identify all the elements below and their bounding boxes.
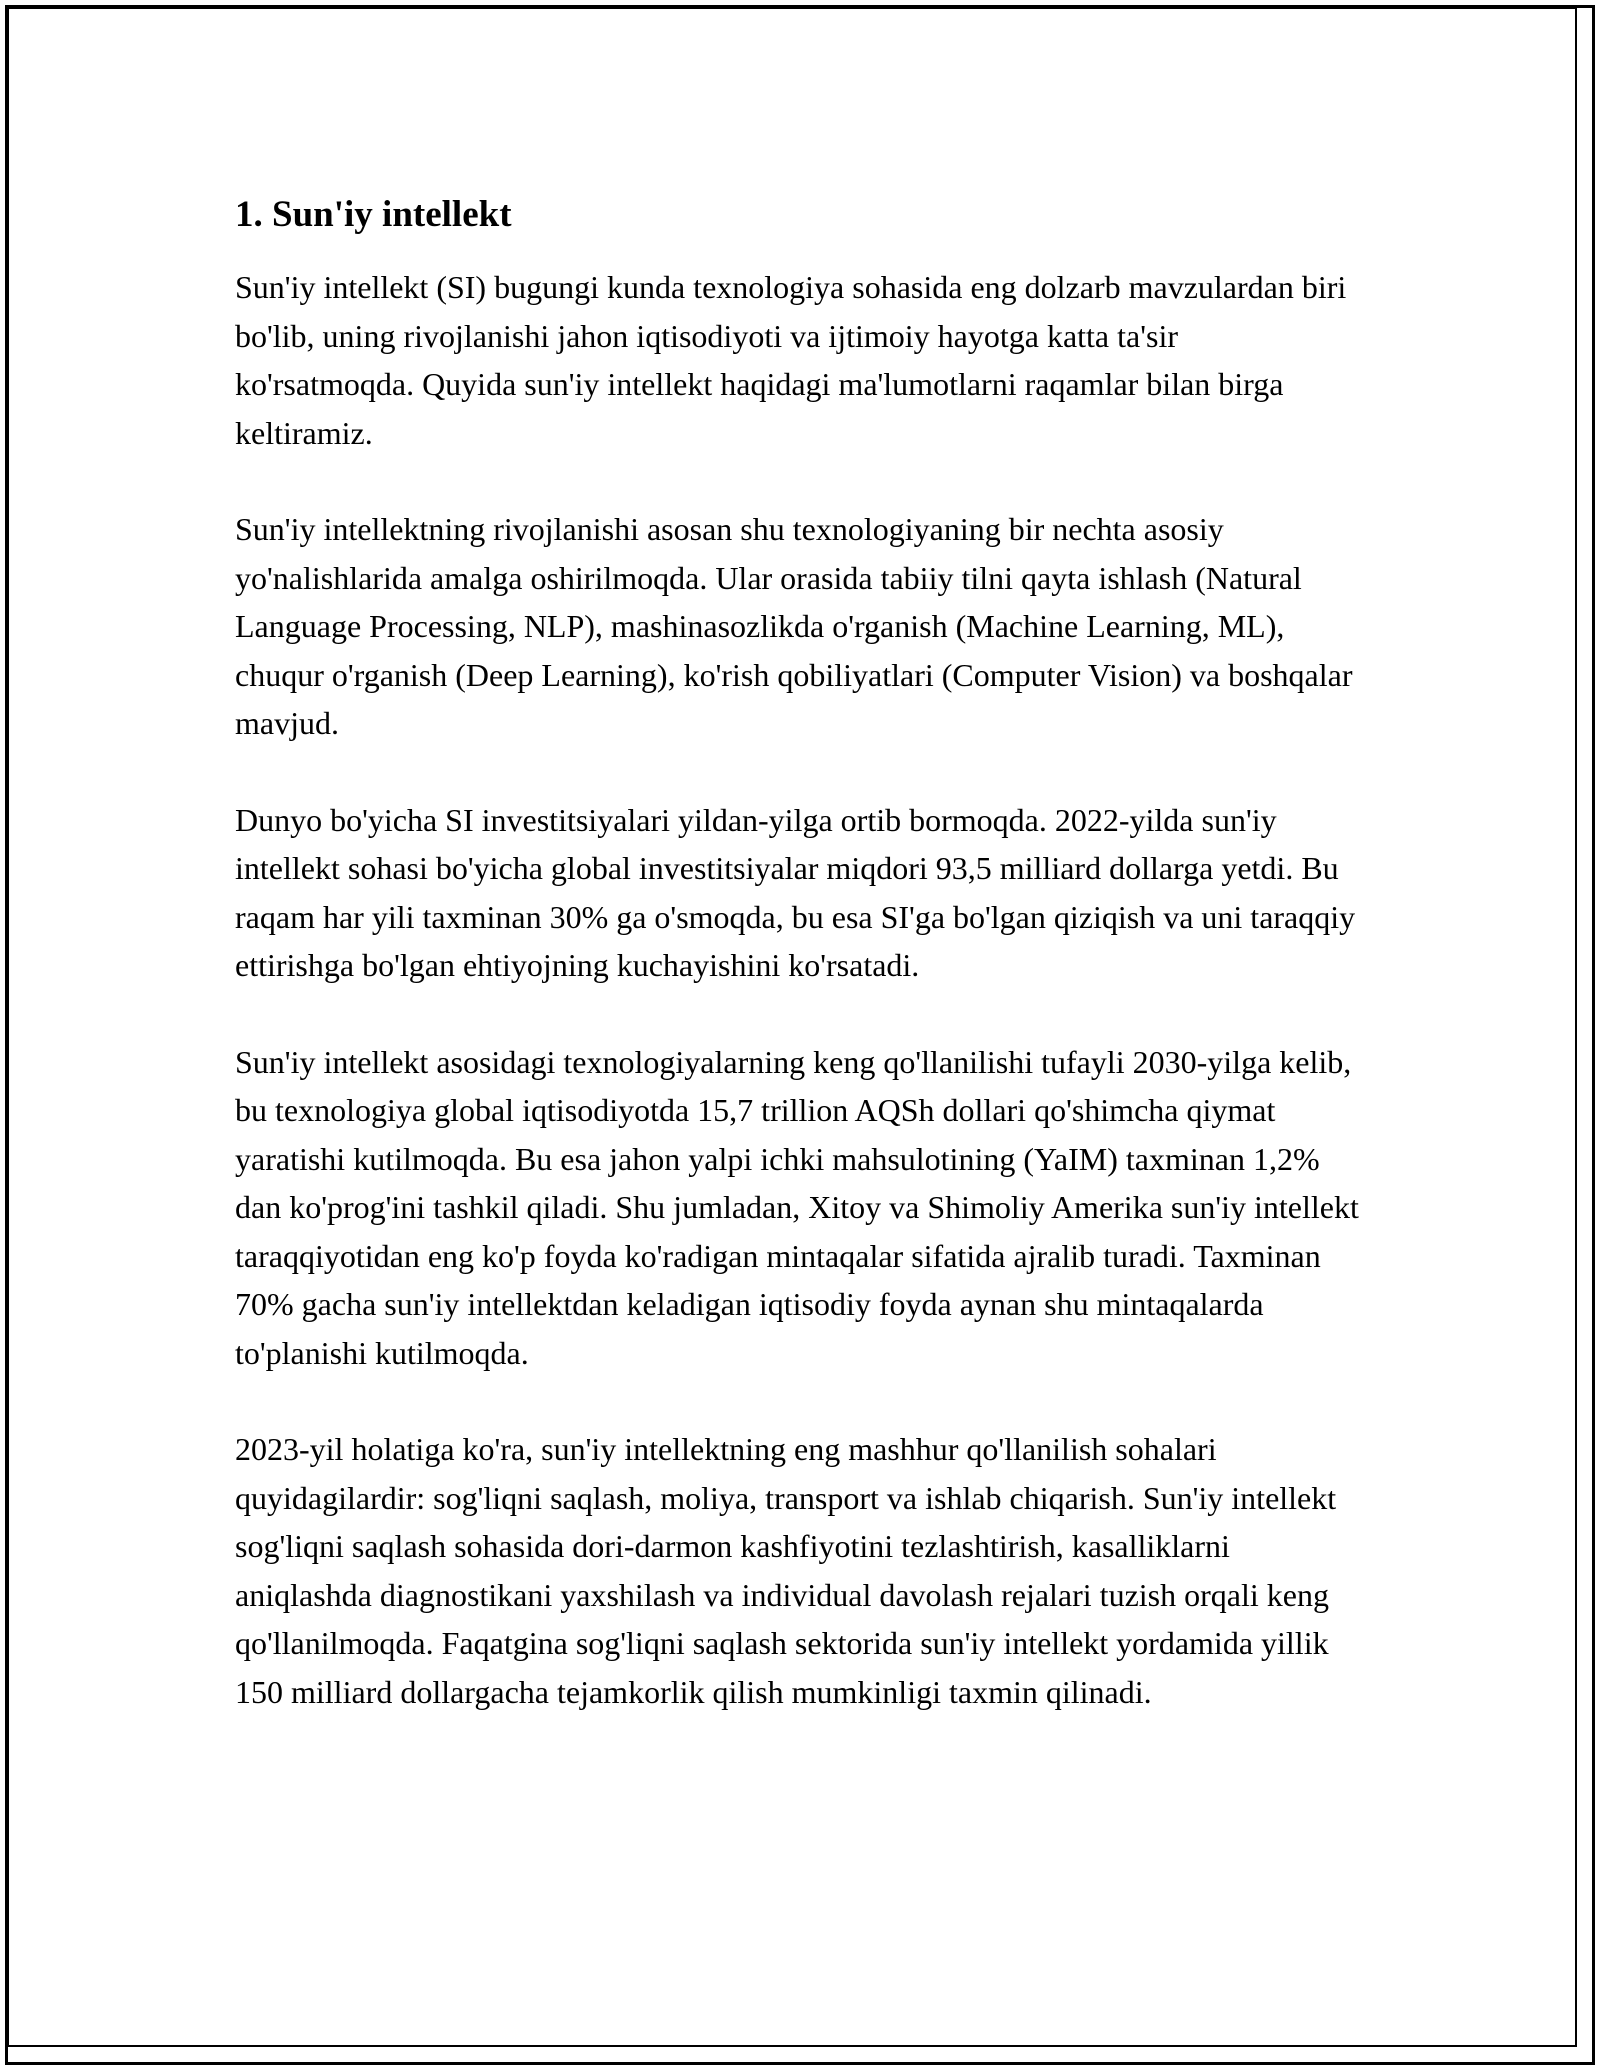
- document-body: [235, 185, 1365, 1764]
- paragraph-investments: Dunyo bo'yicha SI investitsiyalari yildan-yilga ortib bormoqda. 2022-yilda sun'iy intellekt sohasi bo'yicha global investitsiyalar miqdori 93,5 milliard dollarga yetdi. Bu raqam har yili taxminan 30% ga o'smoqda, bu esa SI'ga bo'lgan qiziqish va uni taraqqiy ettirishga bo'lgan ehtiyojning kuchayishini ko'rsatadi.: [235, 801, 1356, 983]
- paragraph-intro: Sun'iy intellekt (SI) bugungi kunda texnologiya sohasida eng dolzarb mavzulardan biri bo'lib, uning rivojlanishi jahon iqtisodiyoti va ijtimoiy hayotga katta ta'sir ko'rsatmoqda. Quyida sun'iy intellekt haqidagi ma'lumotlarni raqamlar bilan birga keltiramiz.: [235, 269, 1347, 451]
- paragraph-economic-impact: Sun'iy intellekt asosidagi texnologiyalarning keng qo'llanilishi tufayli 2030-yilga kelib, bu texnologiya global iqtisodiyotda 15,7 trillion AQSh dollari qo'shimcha qiymat yaratishi kutilmoqda. Bu esa jahon yalpi ichki mahsulotining (YaIM) taxminan 1,2% dan ko'prog'ini tashkil qiladi. Shu jumladan, Xitoy va Shimoliy Amerika sun'iy intellekt taraqqiyotidan eng ko'p foyda ko'radigan mintaqalar sifatida ajralib turadi. Taxminan 70% gacha sun'iy intellektdan keladigan iqtisodiy foyda aynan shu mintaqalarda to'planishi kutilmoqda.: [235, 1043, 1359, 1371]
- section-heading: 1. Sun'iy intellekt: [235, 194, 512, 235]
- paragraph-directions: Sun'iy intellektning rivojlanishi asosan shu texnologiyaning bir nechta asosiy yo'nalishlarida amalga oshirilmoqda. Ular orasida tabiiy tilni qayta ishlash (Natural Language Processing, NLP), mashinasozlikda o'rganish (Machine Learning, ML), chuqur o'rganish (Deep Learning), ko'rish qobiliyatlari (Computer Vision) va boshqalar mavjud.: [235, 511, 1353, 741]
- paragraph-applications: 2023-yil holatiga ko'ra, sun'iy intellektning eng mashhur qo'llanilish sohalari quyidagilardir: sog'liqni saqlash, moliya, transport va ishlab chiqarish. Sun'iy intellekt sog'liqni saqlash sohasida dori-darmon kashfiyotini tezlashtirish, kasalliklarni aniqlashda diagnostikani yaxshilash va individual davolash rejalari tuzish orqali keng qo'llanilmoqda. Faqatgina sog'liqni saqlash sektorida sun'iy intellekt yordamida yillik 150 milliard dollargacha tejamkorlik qilish mumkinligi taxmin qilinadi.: [235, 1431, 1337, 1710]
